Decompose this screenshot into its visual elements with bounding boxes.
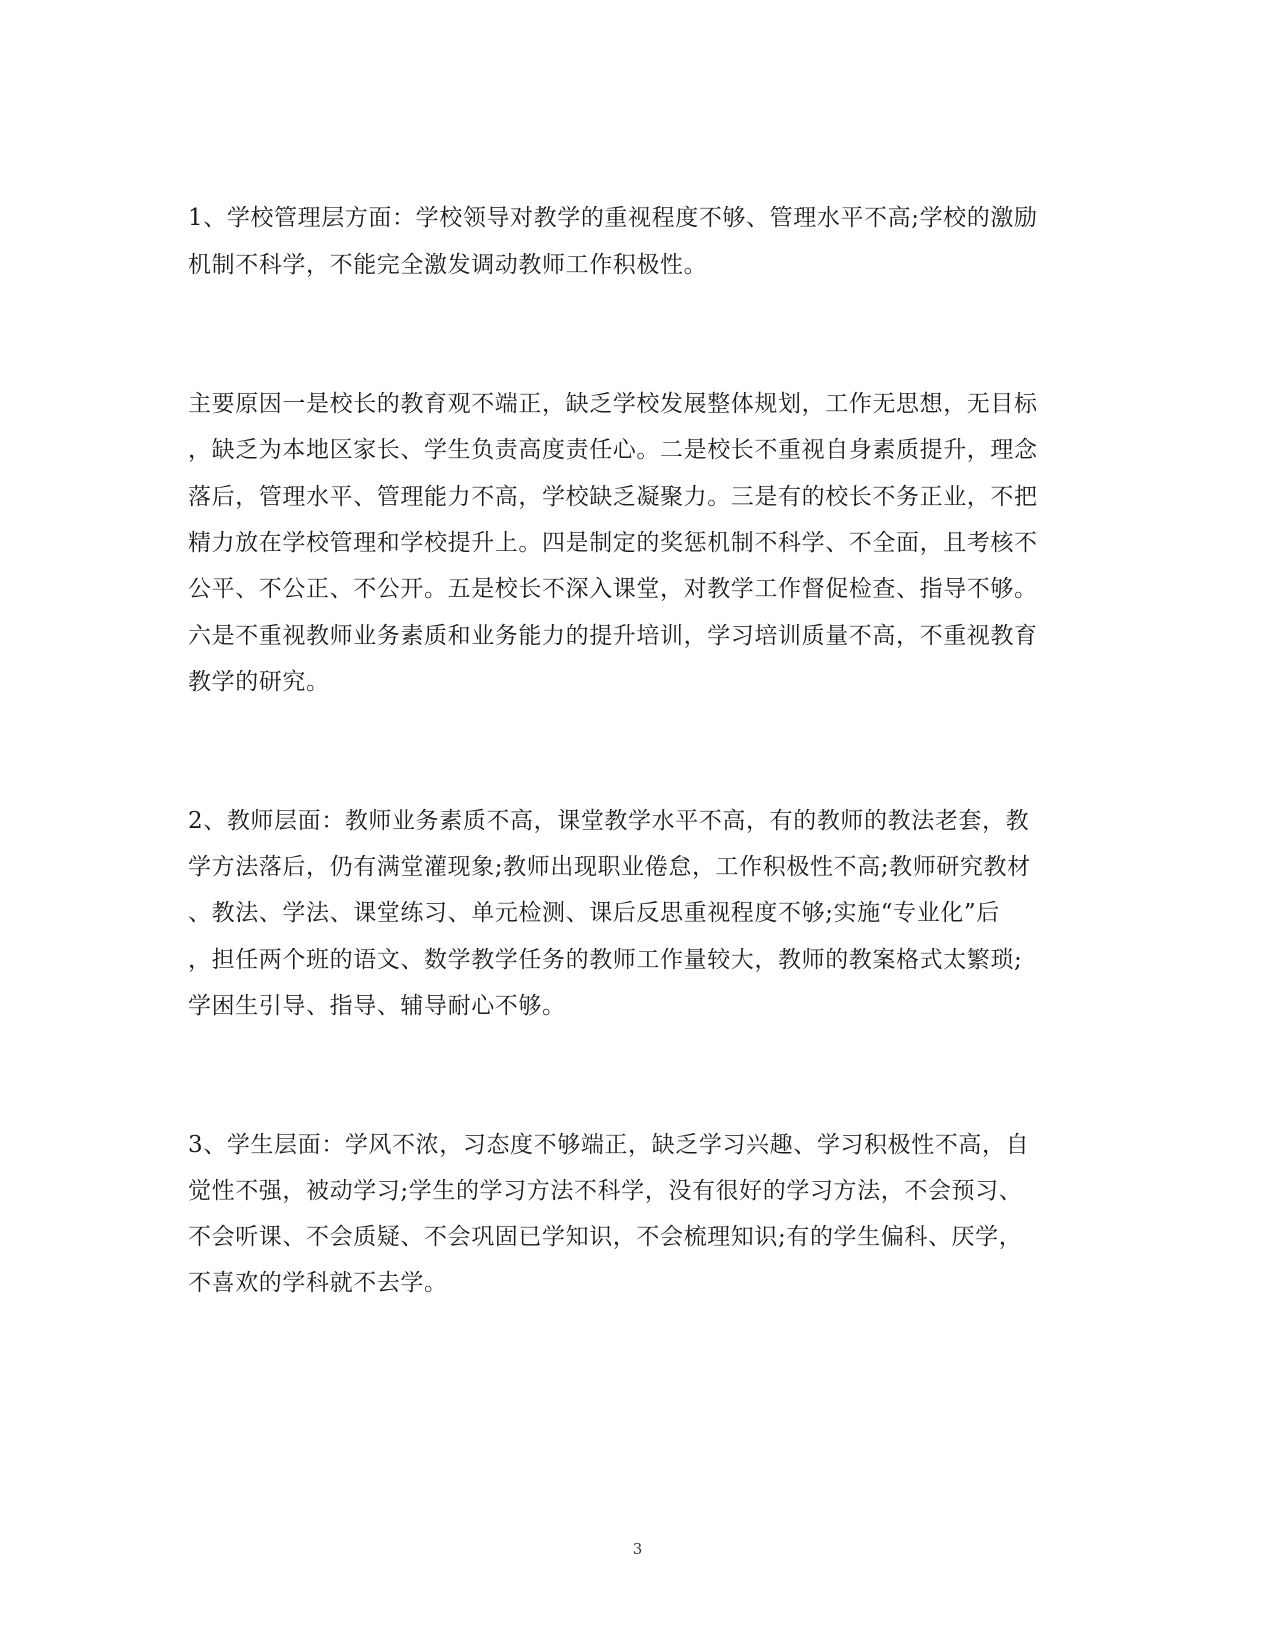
paragraph-line: 2、教师层面：教师业务素质不高，课堂教学水平不高，有的教师的教法老套，教 [188, 808, 1030, 834]
paragraph-line: 、教法、学法、课堂练习、单元检测、课后反思重视程度不够;实施“专业化”后 [188, 900, 1000, 926]
paragraph-line: 3、学生层面：学风不浓，习态度不够端正，缺乏学习兴趣、学习积极性不高，自 [188, 1132, 1030, 1158]
paragraph-line: 六是不重视教师业务素质和业务能力的提升培训，学习培训质量不高，不重视教育 [188, 623, 1038, 649]
paragraph-line: 机制不科学，不能完全激发调动教师工作积极性。 [188, 252, 708, 278]
paragraph-line: 公平、不公正、不公开。五是校长不深入课堂，对教学工作督促检查、指导不够。 [188, 576, 1038, 602]
paragraph-line: ，缺乏为本地区家长、学生负责高度责任心。二是校长不重视自身素质提升，理念 [188, 437, 1038, 463]
page-number: 3 [632, 1540, 643, 1558]
paragraph-line: 不喜欢的学科就不去学。 [188, 1270, 448, 1296]
paragraph-line: 主要原因一是校长的教育观不端正，缺乏学校发展整体规划，工作无思想，无目标 [188, 391, 1038, 417]
paragraph-line: 不会听课、不会质疑、不会巩固已学知识，不会梳理知识;有的学生偏科、厌学， [188, 1224, 1023, 1250]
paragraph-line: 精力放在学校管理和学校提升上。四是制定的奖惩机制不科学、不全面，且考核不 [188, 530, 1038, 556]
paragraph-line: 1、学校管理层方面：学校领导对教学的重视程度不够、管理水平不高;学校的激励 [188, 205, 1038, 231]
paragraph-line: 觉性不强，被动学习;学生的学习方法不科学，没有很好的学习方法，不会预习、 [188, 1178, 1023, 1204]
paragraph-line: 学方法落后，仍有满堂灌现象;教师出现职业倦怠，工作积极性不高;教师研究教材 [188, 854, 1031, 880]
paragraph-line: 教学的研究。 [188, 669, 330, 695]
paragraph-line: ，担任两个班的语文、数学教学任务的教师工作量较大，教师的教案格式太繁琐; [188, 947, 1023, 973]
paragraph-line: 学困生引导、指导、辅导耐心不够。 [188, 993, 566, 1019]
paragraph-line: 落后，管理水平、管理能力不高，学校缺乏凝聚力。三是有的校长不务正业，不把 [188, 484, 1038, 510]
